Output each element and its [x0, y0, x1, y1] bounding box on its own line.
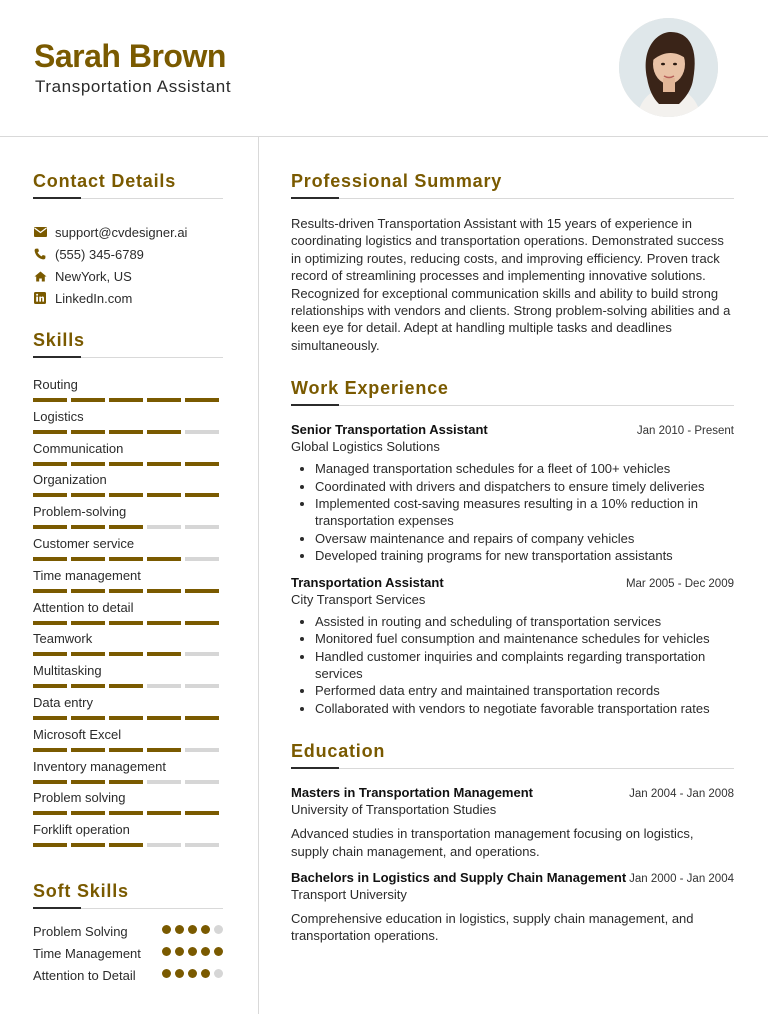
skill-name: Organization: [33, 472, 107, 488]
skill-level-segment: [109, 652, 143, 656]
profile-photo: [619, 18, 718, 117]
skill-level-segment: [71, 716, 105, 720]
education-section: [291, 741, 734, 945]
resume-header: [0, 0, 768, 137]
skill-level-segment: [147, 684, 181, 688]
skill-level-segment: [109, 684, 143, 688]
skill-level-segment: [71, 684, 105, 688]
soft-skill-name: Time Management: [33, 945, 141, 961]
skill-level-segment: [185, 525, 219, 529]
skill-level-segment: [147, 843, 181, 847]
soft-skills-list: [33, 923, 223, 984]
skill-level-segment: [109, 621, 143, 625]
skill-level-segment: [147, 748, 181, 752]
skill-level-segment: [33, 525, 67, 529]
education-entry: [291, 870, 734, 945]
skill-level-segment: [185, 589, 219, 593]
skill-level-segment: [185, 780, 219, 784]
job-entry: [291, 422, 734, 564]
skill-level-segment: [71, 398, 105, 402]
skill-level-segment: [71, 811, 105, 815]
skill-item: [33, 567, 223, 599]
skill-level-segment: [33, 684, 67, 688]
education-heading: Education: [291, 741, 386, 762]
job-title: Transportation Assistant: [291, 574, 444, 590]
skill-level-segment: [71, 493, 105, 497]
skill-level-segment: [109, 716, 143, 720]
skill-name: Customer service: [33, 535, 135, 551]
skill-level-segment: [33, 462, 67, 466]
rating-dot: [175, 969, 184, 978]
skill-level-bar: [33, 748, 223, 752]
skill-name: Microsoft Excel: [33, 726, 122, 742]
rating-dot: [201, 925, 210, 934]
skill-item: [33, 726, 223, 758]
experience-heading: Work Experience: [291, 378, 449, 399]
education-entry: [291, 785, 734, 860]
skill-level-segment: [109, 493, 143, 497]
skill-level-segment: [33, 748, 67, 752]
job-bullets: [291, 460, 734, 564]
skill-level-segment: [147, 398, 181, 402]
skill-level-segment: [185, 398, 219, 402]
skill-item: [33, 535, 223, 567]
soft-skill-item: [33, 967, 223, 984]
skill-level-segment: [185, 748, 219, 752]
soft-skill-rating: [162, 945, 223, 962]
skill-level-segment: [71, 557, 105, 561]
job-bullet: • Assisted in routing and scheduling of transportation services: [315, 613, 734, 630]
rating-dot: [188, 925, 197, 934]
skill-name: Problem-solving: [33, 504, 127, 520]
soft-skills-section: [33, 881, 223, 984]
rating-dot: [175, 925, 184, 934]
degree-title: Masters in Transportation Management: [291, 785, 533, 801]
skill-level-segment: [33, 493, 67, 497]
skill-level-bar: [33, 430, 223, 434]
soft-skill-item: [33, 945, 223, 962]
skill-level-segment: [147, 525, 181, 529]
skill-item: [33, 662, 223, 694]
soft-skills-heading: Soft Skills: [33, 880, 129, 901]
home-icon: [33, 269, 47, 283]
skill-level-segment: [147, 462, 181, 466]
skill-level-segment: [33, 811, 67, 815]
skill-item: [33, 376, 223, 408]
soft-skill-rating: [162, 923, 223, 940]
left-column: [33, 137, 223, 989]
summary-text: Results-driven Transportation Assistant with 15 years of experience in coordinating logistics and transportation operations. Demonstrated success in optimizing routes, reducing costs, and improving efficiency. Proven track record of streamlining processes and implementing innovative solutions. Recognized for exceptional communication skills and ability to build strong relationships with vendors and clients. Strong problem-solving abilities and a keen eye for detail. Adept at handling multiple tasks and deadlines simultaneously.: [291, 216, 731, 353]
candidate-title: Transportation Assistant: [35, 77, 232, 96]
skill-name: Routing: [33, 377, 78, 392]
candidate-name: Sarah Brown: [34, 38, 226, 74]
skill-name: Logistics: [33, 408, 84, 424]
contact-location-text: NewYork, US: [55, 268, 132, 284]
skill-level-segment: [147, 430, 181, 434]
right-column: [291, 137, 734, 945]
contact-email[interactable]: [33, 221, 223, 243]
soft-skill-name: Attention to Detail: [33, 967, 136, 983]
contact-heading: Contact Details: [33, 171, 177, 191]
job-bullet: • Handled customer inquiries and complaints regarding transportation services: [315, 648, 734, 683]
soft-skill-rating: [162, 967, 223, 984]
contact-section: [33, 171, 223, 309]
contact-phone-text: (555) 345-6789: [55, 246, 144, 262]
contact-email-text: support@cvdesigner.ai: [55, 224, 188, 240]
skill-level-segment: [109, 589, 143, 593]
envelope-icon: [33, 225, 47, 239]
section-rule: [33, 357, 223, 358]
skill-level-segment: [71, 843, 105, 847]
rating-dot: [214, 925, 223, 934]
skill-level-segment: [185, 462, 219, 466]
job-bullet: • Developed training programs for new transportation assistants: [315, 547, 734, 564]
skill-item: [33, 758, 223, 790]
contact-linkedin-text: LinkedIn.com: [55, 290, 133, 306]
skill-level-bar: [33, 843, 223, 847]
job-dates: Jan 2010 - Present: [636, 425, 734, 438]
rating-dot: [175, 947, 184, 956]
job-company: Global Logistics Solutions: [291, 439, 440, 455]
section-rule: [291, 768, 734, 769]
job-dates: Mar 2005 - Dec 2009: [625, 577, 734, 590]
skill-level-segment: [33, 716, 67, 720]
skill-level-segment: [33, 398, 67, 402]
skill-item: [33, 599, 223, 631]
skill-level-bar: [33, 716, 223, 720]
skill-level-segment: [109, 811, 143, 815]
rating-dot: [214, 969, 223, 978]
skill-item: [33, 789, 223, 821]
education-description: Comprehensive education in logistics, supply chain management, and transportation operations.: [291, 910, 694, 944]
skill-level-segment: [109, 462, 143, 466]
education-dates: Jan 2004 - Jan 2008: [629, 788, 734, 801]
skill-level-segment: [71, 462, 105, 466]
skill-level-bar: [33, 525, 223, 529]
skill-level-bar: [33, 398, 223, 402]
skill-level-segment: [71, 621, 105, 625]
education-dates: Jan 2000 - Jan 2004: [629, 872, 734, 885]
skill-level-segment: [147, 493, 181, 497]
skill-level-segment: [147, 652, 181, 656]
skill-level-segment: [71, 430, 105, 434]
skill-level-segment: [185, 716, 219, 720]
skill-level-segment: [185, 430, 219, 434]
skill-level-segment: [147, 716, 181, 720]
skill-level-segment: [147, 621, 181, 625]
skill-name: Forklift operation: [33, 822, 130, 838]
skill-level-segment: [71, 589, 105, 593]
skill-level-segment: [109, 843, 143, 847]
rating-dot: [201, 947, 210, 956]
skill-level-segment: [147, 589, 181, 593]
skill-level-segment: [185, 684, 219, 688]
skill-level-bar: [33, 652, 223, 656]
job-bullet: • Collaborated with vendors to negotiate favorable transportation rates: [315, 700, 734, 717]
skill-item: [33, 630, 223, 662]
section-rule: [291, 198, 734, 199]
skill-name: Communication: [33, 440, 124, 456]
skill-name: Time management: [33, 567, 141, 583]
skill-level-segment: [71, 748, 105, 752]
skill-name: Multitasking: [33, 663, 102, 679]
skill-item: [33, 503, 223, 535]
rating-dot: [162, 947, 171, 956]
school-name: University of Transportation Studies: [291, 802, 497, 818]
job-bullet: • Monitored fuel consumption and maintenance schedules for vehicles: [315, 630, 734, 647]
soft-skill-item: [33, 923, 223, 940]
job-entry: [291, 575, 734, 717]
skill-item: [33, 408, 223, 440]
skill-level-segment: [185, 557, 219, 561]
skill-item: [33, 440, 223, 472]
skill-name: Teamwork: [33, 631, 93, 647]
contact-linkedin[interactable]: [33, 287, 223, 309]
skill-level-segment: [71, 652, 105, 656]
skill-level-segment: [185, 843, 219, 847]
skill-level-segment: [71, 780, 105, 784]
soft-skill-name: Problem Solving: [33, 923, 128, 939]
job-company: City Transport Services: [291, 591, 426, 607]
skill-level-segment: [185, 811, 219, 815]
skill-level-segment: [185, 652, 219, 656]
section-rule: [33, 198, 223, 199]
job-bullets: [291, 613, 734, 717]
contact-list: [33, 221, 223, 309]
skill-level-segment: [185, 493, 219, 497]
skill-level-segment: [33, 589, 67, 593]
skill-level-bar: [33, 684, 223, 688]
rating-dot: [162, 925, 171, 934]
education-description: Advanced studies in transportation management focusing on logistics, supply chain management, and operations.: [291, 826, 694, 859]
skill-level-segment: [147, 557, 181, 561]
linkedin-icon: [33, 291, 47, 305]
job-bullet: • Oversaw maintenance and repairs of company vehicles: [315, 530, 734, 547]
job-title: Senior Transportation Assistant: [291, 422, 488, 438]
skill-level-bar: [33, 811, 223, 815]
skill-level-segment: [109, 557, 143, 561]
skill-level-segment: [33, 652, 67, 656]
rating-dot: [214, 947, 223, 956]
job-bullet: • Performed data entry and maintained transportation records: [315, 682, 734, 699]
skill-level-bar: [33, 621, 223, 625]
rating-dot: [162, 969, 171, 978]
summary-section: [291, 171, 734, 354]
column-divider: [258, 137, 259, 1014]
skill-name: Problem solving: [33, 790, 126, 806]
rating-dot: [188, 947, 197, 956]
summary-heading: Professional Summary: [291, 171, 503, 191]
rating-dot: [188, 969, 197, 978]
skill-level-segment: [33, 780, 67, 784]
job-bullet: • Managed transportation schedules for a fleet of 100+ vehicles: [315, 460, 734, 477]
skill-name: Attention to detail: [33, 599, 134, 615]
skill-item: [33, 694, 223, 726]
skills-heading: Skills: [33, 330, 85, 350]
phone-icon: [33, 247, 47, 261]
skill-level-bar: [33, 462, 223, 466]
skill-level-bar: [33, 493, 223, 497]
experience-section: [291, 378, 734, 717]
skills-list: [33, 376, 223, 853]
skill-level-segment: [185, 621, 219, 625]
skill-name: Inventory management: [33, 758, 166, 774]
degree-title: Bachelors in Logistics and Supply Chain Management: [291, 869, 627, 885]
skill-level-segment: [109, 748, 143, 752]
skill-item: [33, 471, 223, 503]
section-rule: [33, 908, 223, 909]
skill-level-segment: [33, 557, 67, 561]
job-bullet: • Implemented cost-saving measures resulting in a 10% reduction in transportation expenses: [315, 495, 734, 530]
skill-item: [33, 821, 223, 853]
skill-level-segment: [147, 780, 181, 784]
contact-location: [33, 265, 223, 287]
skill-level-segment: [109, 525, 143, 529]
skill-level-segment: [71, 525, 105, 529]
skills-section: [33, 330, 223, 853]
skill-level-bar: [33, 780, 223, 784]
rating-dot: [201, 969, 210, 978]
skill-level-segment: [33, 621, 67, 625]
contact-phone[interactable]: [33, 243, 223, 265]
skill-level-segment: [33, 843, 67, 847]
skill-level-segment: [147, 811, 181, 815]
skill-name: Data entry: [33, 694, 93, 710]
school-name: Transport University: [291, 886, 407, 902]
skill-level-bar: [33, 557, 223, 561]
skill-level-segment: [33, 430, 67, 434]
skill-level-segment: [109, 398, 143, 402]
skill-level-segment: [109, 430, 143, 434]
section-rule: [291, 405, 734, 406]
job-bullet: • Coordinated with drivers and dispatchers to ensure timely deliveries: [315, 478, 734, 495]
skill-level-bar: [33, 589, 223, 593]
skill-level-segment: [109, 780, 143, 784]
